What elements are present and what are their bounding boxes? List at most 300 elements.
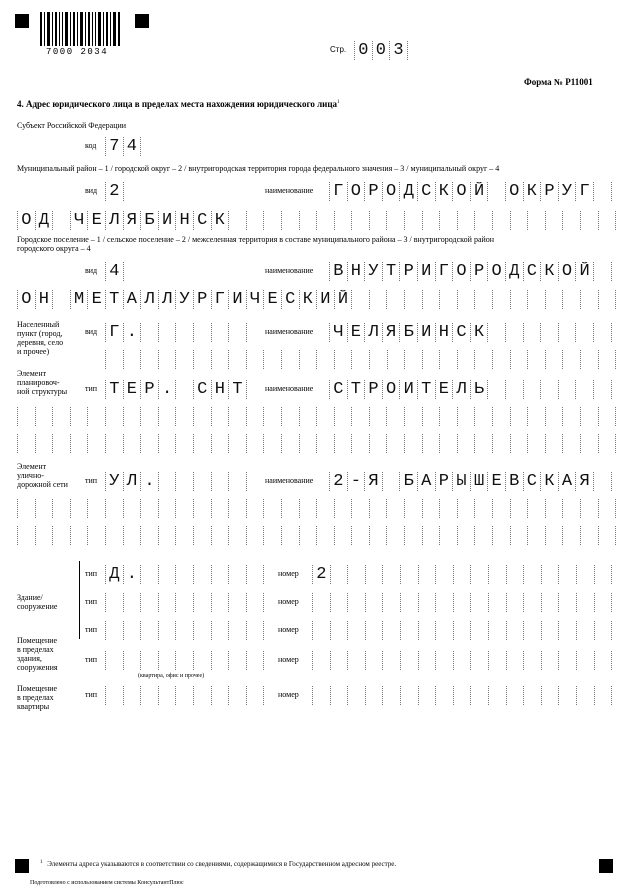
char-cell (576, 621, 594, 640)
char-cell (457, 526, 475, 545)
char-cell (558, 621, 576, 640)
char-cell (299, 211, 317, 230)
char-cell (35, 407, 53, 426)
char-cell (246, 499, 264, 518)
char-cell (488, 593, 506, 612)
char-cell (87, 407, 105, 426)
char-cell (580, 499, 598, 518)
char-cell (228, 499, 246, 518)
char-cell (193, 472, 211, 491)
char-cell (453, 593, 471, 612)
char-cell: О (452, 182, 470, 201)
char-cell (140, 526, 158, 545)
char-cell (140, 499, 158, 518)
form-title: Форма № Р11001 (524, 77, 593, 87)
char-cell (175, 407, 193, 426)
char-cell (558, 593, 576, 612)
char-cell: О (452, 262, 470, 281)
municipal-type-cells[interactable] (105, 182, 124, 201)
char-cell (263, 499, 281, 518)
char-cell: М (70, 290, 88, 309)
char-cell (316, 434, 334, 453)
char-cell (386, 407, 404, 426)
char-cell (457, 434, 475, 453)
building-label-line1: Здание/ (17, 593, 43, 602)
char-cell (175, 593, 193, 612)
street-type-cells[interactable] (105, 472, 247, 491)
char-cell: О (558, 262, 576, 281)
char-cell (299, 434, 317, 453)
char-cell (175, 323, 193, 342)
char-cell (193, 651, 211, 670)
char-cell (594, 621, 612, 640)
building-type-cells-2[interactable] (105, 593, 264, 612)
char-cell (598, 211, 616, 230)
char-cell (17, 434, 35, 453)
char-cell (228, 211, 246, 230)
char-cell (316, 499, 334, 518)
char-cell (470, 686, 488, 705)
char-cell: Е (87, 211, 105, 230)
premises-flat-number-label: номер (278, 690, 299, 699)
char-cell (492, 211, 510, 230)
char-cell: Б (399, 472, 417, 491)
char-cell (527, 407, 545, 426)
building-number-cells-2[interactable] (312, 593, 612, 612)
char-cell (386, 211, 404, 230)
char-cell: К (211, 211, 229, 230)
char-cell (382, 472, 400, 491)
char-cell (580, 350, 598, 369)
locality-name-cells-line2[interactable] (105, 350, 616, 369)
char-cell (439, 290, 457, 309)
char-cell (488, 621, 506, 640)
char-cell: О (17, 211, 35, 230)
char-cell: И (399, 380, 417, 399)
char-cell (193, 434, 211, 453)
char-cell (492, 407, 510, 426)
char-cell (263, 350, 281, 369)
building-type-cells-1[interactable] (105, 565, 264, 584)
premises-flat-type-cells[interactable] (105, 686, 264, 705)
char-cell (593, 323, 611, 342)
char-cell: 4 (123, 137, 141, 156)
building-number-label-2: номер (278, 597, 299, 606)
char-cell (312, 686, 330, 705)
section-title (17, 99, 340, 109)
char-cell: Я (364, 472, 382, 491)
char-cell: А (417, 472, 435, 491)
planning-label-line3: ной структуры (17, 387, 68, 396)
locality-type-label: вид (85, 327, 98, 336)
char-cell (545, 211, 563, 230)
char-cell (299, 526, 317, 545)
locality-name-label: наименование (265, 327, 314, 336)
char-cell: . (123, 323, 141, 342)
char-cell: К (470, 323, 488, 342)
char-cell (334, 211, 352, 230)
char-cell (470, 621, 488, 640)
char-cell (351, 499, 369, 518)
street-name-cells-line1[interactable] (329, 472, 612, 491)
footnote-mark: 1 (337, 100, 340, 105)
char-cell (386, 499, 404, 518)
subject-code-cells[interactable] (105, 137, 141, 156)
char-cell (140, 434, 158, 453)
planning-type-cells[interactable] (105, 380, 247, 399)
char-cell (334, 407, 352, 426)
char-cell (316, 350, 334, 369)
char-cell (457, 350, 475, 369)
char-cell: Е (347, 323, 365, 342)
char-cell (175, 499, 193, 518)
char-cell (435, 593, 453, 612)
char-cell (422, 350, 440, 369)
char-cell (105, 499, 123, 518)
char-cell (281, 211, 299, 230)
street-name-cells-line3[interactable] (17, 526, 616, 545)
char-cell: Г (211, 290, 229, 309)
char-cell: Т (347, 380, 365, 399)
char-cell (316, 211, 334, 230)
char-cell (418, 651, 436, 670)
street-label-line2: улично- (17, 471, 44, 480)
char-cell (576, 651, 594, 670)
char-cell (435, 621, 453, 640)
char-cell (123, 407, 141, 426)
char-cell (281, 499, 299, 518)
planning-name-cells-line1[interactable] (329, 380, 612, 399)
char-cell: К (540, 262, 558, 281)
char-cell (334, 499, 352, 518)
char-cell (193, 686, 211, 705)
char-cell (487, 182, 505, 201)
char-cell (369, 434, 387, 453)
char-cell (523, 651, 541, 670)
char-cell: Т (417, 380, 435, 399)
char-cell (598, 499, 616, 518)
char-cell (487, 380, 505, 399)
char-cell (175, 350, 193, 369)
char-cell: И (316, 290, 334, 309)
char-cell (594, 593, 612, 612)
char-cell (387, 350, 405, 369)
char-cell (347, 686, 365, 705)
char-cell: Н (347, 262, 365, 281)
char-cell (70, 526, 88, 545)
planning-label-line1: Элемент (17, 369, 47, 378)
char-cell: И (417, 262, 435, 281)
char-cell (541, 621, 559, 640)
char-cell (540, 323, 558, 342)
char-cell (453, 621, 471, 640)
char-cell (505, 323, 523, 342)
char-cell (527, 434, 545, 453)
char-cell (439, 407, 457, 426)
municipal-name-cells-line2[interactable] (17, 211, 616, 230)
premises-building-label (17, 636, 58, 672)
char-cell (193, 407, 211, 426)
char-cell (175, 651, 193, 670)
char-cell (17, 499, 35, 518)
char-cell: О (382, 182, 400, 201)
char-cell: Ч (70, 211, 88, 230)
char-cell: Г (105, 323, 123, 342)
building-number-cells-1[interactable] (312, 565, 612, 584)
char-cell: С (193, 211, 211, 230)
planning-name-label: наименование (265, 384, 314, 393)
char-cell (386, 290, 404, 309)
char-cell (598, 526, 616, 545)
char-cell (123, 434, 141, 453)
char-cell (158, 499, 176, 518)
char-cell: Г (435, 262, 453, 281)
char-cell (211, 593, 229, 612)
char-cell (228, 651, 246, 670)
char-cell: 2 (312, 565, 330, 584)
char-cell (330, 593, 348, 612)
char-cell (347, 621, 365, 640)
street-label (17, 462, 68, 489)
building-number-label-3: номер (278, 625, 299, 634)
char-cell (594, 686, 612, 705)
char-cell (439, 434, 457, 453)
barcode-number: 7000 2034 (46, 47, 109, 57)
char-cell: У (558, 182, 576, 201)
char-cell (439, 211, 457, 230)
char-cell (316, 526, 334, 545)
char-cell: С (281, 290, 299, 309)
char-cell (193, 621, 211, 640)
char-cell: Ш (470, 472, 488, 491)
char-cell (523, 565, 541, 584)
char-cell (228, 621, 246, 640)
char-cell (439, 350, 457, 369)
char-cell (123, 621, 141, 640)
char-cell: Р (364, 380, 382, 399)
char-cell (35, 434, 53, 453)
municipal-name-cells-line1[interactable] (329, 182, 612, 201)
char-cell (492, 499, 510, 518)
char-cell (228, 686, 246, 705)
char-cell (175, 472, 193, 491)
char-cell (470, 565, 488, 584)
building-type-label-3: тип (85, 625, 98, 634)
char-cell (211, 407, 229, 426)
char-cell (281, 434, 299, 453)
char-cell (474, 290, 492, 309)
char-cell (558, 686, 576, 705)
char-cell: Е (487, 472, 505, 491)
char-cell (506, 651, 524, 670)
premises-flat-number-cells[interactable] (312, 686, 612, 705)
char-cell: Л (123, 472, 141, 491)
char-cell (575, 323, 593, 342)
locality-label-line1: Населенный (17, 320, 60, 329)
street-name-label: наименование (265, 476, 314, 485)
char-cell (545, 526, 563, 545)
building-number-cells-3[interactable] (312, 621, 612, 640)
char-cell (594, 565, 612, 584)
char-cell (330, 565, 348, 584)
char-cell (593, 262, 611, 281)
char-cell (299, 499, 317, 518)
char-cell (70, 407, 88, 426)
corner-marker-top-right (135, 14, 149, 28)
char-cell (523, 323, 541, 342)
char-cell (365, 593, 383, 612)
char-cell (598, 407, 616, 426)
char-cell (351, 434, 369, 453)
char-cell (175, 621, 193, 640)
char-cell (105, 621, 123, 640)
premises-building-type-label: тип (85, 655, 98, 664)
char-cell (545, 499, 563, 518)
char-cell (52, 407, 70, 426)
char-cell (418, 686, 436, 705)
char-cell (52, 211, 70, 230)
footer-footnote-mark: 1 (40, 860, 43, 865)
building-type-cells-3[interactable] (105, 621, 264, 640)
char-cell (580, 211, 598, 230)
char-cell (400, 621, 418, 640)
char-cell (382, 593, 400, 612)
locality-name-cells-line1[interactable] (329, 323, 612, 342)
char-cell (488, 686, 506, 705)
char-cell: А (123, 290, 141, 309)
char-cell: Л (364, 323, 382, 342)
char-cell (263, 526, 281, 545)
premises-building-type-cells[interactable] (105, 651, 264, 670)
char-cell (158, 621, 176, 640)
page-number-cells[interactable] (354, 41, 408, 60)
char-cell (312, 621, 330, 640)
char-cell (263, 211, 281, 230)
planning-label (17, 369, 67, 396)
planning-type-label: тип (85, 384, 98, 393)
char-cell (123, 651, 141, 670)
char-cell: В (329, 262, 347, 281)
char-cell: Я (123, 211, 141, 230)
char-cell: С (523, 472, 541, 491)
char-cell: Ь (470, 380, 488, 399)
char-cell: Л (452, 380, 470, 399)
char-cell: Р (470, 262, 488, 281)
char-cell: 2 (329, 472, 347, 491)
char-cell: Д (505, 262, 523, 281)
char-cell (140, 593, 158, 612)
char-cell (347, 565, 365, 584)
char-cell (598, 434, 616, 453)
char-cell (594, 651, 612, 670)
char-cell (334, 350, 352, 369)
settlement-name-cells-line1[interactable] (329, 262, 612, 281)
char-cell (562, 211, 580, 230)
building-type-label-1: тип (85, 569, 98, 578)
char-cell: К (523, 182, 541, 201)
char-cell (598, 290, 616, 309)
settlement-name-cells-line2[interactable] (17, 290, 616, 309)
planning-name-cells-line3[interactable] (17, 434, 616, 453)
char-cell: Т (228, 380, 246, 399)
char-cell (523, 593, 541, 612)
char-cell: Н (35, 290, 53, 309)
street-type-label: тип (85, 476, 98, 485)
char-cell (470, 593, 488, 612)
char-cell (228, 434, 246, 453)
char-cell: 3 (389, 41, 407, 60)
char-cell (510, 526, 528, 545)
footer-footnote (40, 860, 396, 868)
char-cell (158, 526, 176, 545)
char-cell (527, 499, 545, 518)
char-cell (211, 621, 229, 640)
char-cell: Н (175, 211, 193, 230)
char-cell (105, 686, 123, 705)
char-cell: - (347, 472, 365, 491)
char-cell (510, 350, 528, 369)
char-cell (312, 651, 330, 670)
settlement-type-cells[interactable] (105, 262, 124, 281)
char-cell: Д (35, 211, 53, 230)
premises-building-number-cells[interactable] (312, 651, 612, 670)
corner-marker-bottom-left (15, 859, 29, 873)
char-cell (457, 211, 475, 230)
char-cell: С (523, 262, 541, 281)
subject-code-label: код (85, 141, 97, 150)
char-cell: О (382, 380, 400, 399)
char-cell (228, 526, 246, 545)
char-cell (382, 565, 400, 584)
locality-label (17, 320, 63, 356)
corner-marker-bottom-right (599, 859, 613, 873)
settlement-description-line2: городского округа – 4 (17, 244, 91, 253)
char-cell (347, 651, 365, 670)
char-cell (228, 472, 246, 491)
char-cell (418, 565, 436, 584)
char-cell (334, 526, 352, 545)
char-cell (351, 211, 369, 230)
char-cell: 2 (105, 182, 123, 201)
char-cell: Б (399, 323, 417, 342)
char-cell (299, 407, 317, 426)
char-cell: . (158, 380, 176, 399)
char-cell: Л (158, 290, 176, 309)
char-cell (558, 565, 576, 584)
char-cell (492, 434, 510, 453)
char-cell (175, 686, 193, 705)
char-cell (576, 686, 594, 705)
char-cell (453, 686, 471, 705)
char-cell (87, 526, 105, 545)
planning-name-cells-line2[interactable] (17, 407, 616, 426)
street-name-cells-line2[interactable] (17, 499, 616, 518)
locality-type-cells[interactable] (105, 323, 247, 342)
char-cell (404, 407, 422, 426)
char-cell: С (329, 380, 347, 399)
char-cell: К (540, 472, 558, 491)
char-cell (435, 651, 453, 670)
char-cell: О (505, 182, 523, 201)
char-cell (281, 407, 299, 426)
char-cell (52, 526, 70, 545)
char-cell: И (417, 323, 435, 342)
char-cell (545, 290, 563, 309)
char-cell (422, 526, 440, 545)
char-cell (351, 526, 369, 545)
char-cell (474, 407, 492, 426)
char-cell (158, 565, 176, 584)
